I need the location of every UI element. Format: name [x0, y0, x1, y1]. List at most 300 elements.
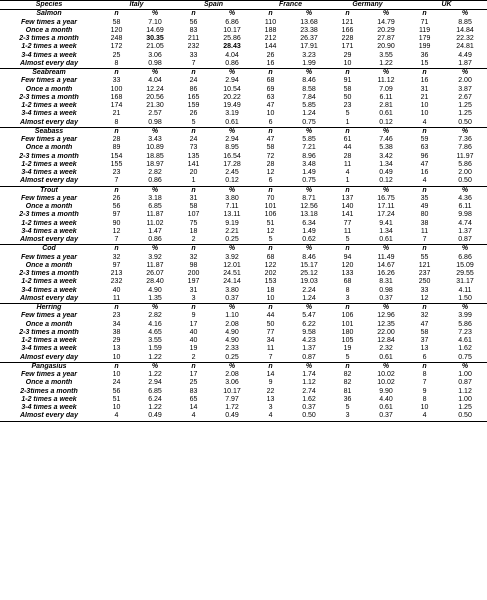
percent-cell: 0.75	[302, 118, 316, 126]
percent-cell: 8.96	[302, 152, 316, 160]
percent-cell: 3.92	[225, 253, 239, 261]
percent-cell: 6.11	[379, 93, 393, 101]
count-cell: 212	[264, 35, 277, 43]
percent-cell: 7.36	[458, 136, 472, 144]
table-row	[0, 169, 487, 177]
count-cell: 32	[189, 253, 198, 261]
table-row	[0, 354, 487, 363]
count-cell: 228	[341, 35, 354, 43]
count-cell: 70	[266, 194, 275, 202]
count-cell: 179	[418, 35, 431, 43]
percent-column-label: %	[366, 69, 406, 78]
count-cell: 4	[345, 169, 350, 177]
count-cell: 71	[420, 18, 429, 26]
table-row	[0, 321, 487, 329]
species-name: Seabream	[0, 69, 98, 78]
count-cell: 50	[266, 320, 275, 328]
count-cell: 120	[341, 261, 354, 269]
count-cell: 12	[112, 227, 121, 235]
frequency-label: Almost every day	[20, 59, 78, 67]
percent-cell: 0.62	[302, 236, 316, 244]
percent-cell: 26.37	[300, 35, 318, 43]
percent-cell: 1.25	[458, 102, 472, 110]
count-cell: 5	[191, 118, 196, 126]
percent-column-label: %	[135, 69, 175, 78]
percent-cell: 10.17	[223, 387, 241, 395]
count-cell: 69	[266, 85, 275, 93]
count-cell: 133	[341, 270, 354, 278]
count-cell: 9	[268, 379, 273, 387]
percent-column-label: %	[289, 10, 329, 19]
count-cell: 5	[345, 110, 350, 118]
percent-cell: 12.84	[377, 337, 395, 345]
percent-column-label: %	[366, 10, 406, 19]
count-cell: 77	[266, 328, 275, 336]
n-column-label: n	[406, 10, 443, 19]
count-cell: 82	[343, 371, 352, 379]
country-header-row	[0, 1, 487, 10]
species-name: Pangasius	[0, 362, 98, 371]
count-cell: 144	[264, 43, 277, 51]
percent-cell: 28.40	[146, 278, 164, 286]
n-column-label: n	[252, 69, 289, 78]
percent-cell: 14.79	[377, 18, 395, 26]
count-cell: 174	[110, 102, 123, 110]
frequency-label: 2-3 times a month	[19, 270, 79, 278]
percent-cell: 0.25	[225, 236, 239, 244]
count-cell: 1	[345, 177, 350, 185]
count-cell: 44	[343, 144, 352, 152]
count-cell: 94	[343, 253, 352, 261]
table-row	[0, 270, 487, 278]
percent-cell: 4.16	[148, 320, 162, 328]
n-column-label: n	[329, 69, 366, 78]
count-cell: 68	[343, 278, 352, 286]
percent-cell: 12.24	[146, 85, 164, 93]
table-row	[0, 86, 487, 94]
count-cell: 200	[187, 270, 200, 278]
percent-cell: 2.82	[148, 169, 162, 177]
percent-cell: 1.24	[302, 110, 316, 118]
frequency-label: Once a month	[25, 320, 73, 328]
percent-cell: 24.81	[456, 43, 474, 51]
count-cell: 15	[420, 59, 429, 67]
frequency-label: Few times a year	[20, 371, 78, 379]
percent-cell: 4.65	[148, 328, 162, 336]
table-row	[0, 60, 487, 69]
percent-cell: 1.10	[225, 312, 239, 320]
percent-cell: 2.94	[225, 136, 239, 144]
count-cell: 106	[341, 312, 354, 320]
percent-column-label: %	[289, 186, 329, 195]
count-cell: 16	[420, 169, 429, 177]
count-cell: 3	[191, 294, 196, 302]
count-cell: 168	[110, 93, 123, 101]
percent-cell: 5.85	[302, 102, 316, 110]
count-cell: 120	[110, 26, 123, 34]
frequency-label: 1-2 times a week	[21, 43, 77, 51]
count-cell: 98	[189, 261, 198, 269]
count-cell: 13	[420, 345, 429, 353]
percent-column-label: %	[212, 10, 252, 19]
count-cell: 35	[420, 194, 429, 202]
count-cell: 28	[112, 136, 121, 144]
count-cell: 107	[187, 211, 200, 219]
count-cell: 166	[341, 26, 354, 34]
percent-cell: 10.02	[377, 371, 395, 379]
count-cell: 51	[266, 219, 275, 227]
percent-cell: 10.89	[146, 144, 164, 152]
percent-cell: 1.99	[302, 59, 316, 67]
percent-cell: 6.24	[148, 395, 162, 403]
percent-cell: 4.90	[225, 337, 239, 345]
percent-column-label: %	[135, 304, 175, 313]
frequency-label: 2-3 times a month	[19, 93, 79, 101]
percent-cell: 4.49	[458, 51, 472, 59]
percent-cell: 0.49	[135, 412, 175, 421]
percent-cell: 28.43	[223, 43, 241, 51]
percent-cell: 25.12	[300, 270, 318, 278]
percent-cell: 8.46	[302, 77, 316, 85]
count-cell: 28	[343, 152, 352, 160]
count-cell: 68	[266, 77, 275, 85]
count-cell: 17	[189, 371, 198, 379]
percent-column-label: %	[289, 362, 329, 371]
count-cell: 10	[343, 59, 352, 67]
frequency-label: Few times a year	[20, 194, 78, 202]
species-group-header	[0, 127, 487, 136]
count-cell: 18	[266, 286, 275, 294]
n-column-label: n	[175, 362, 212, 371]
count-cell: 11	[420, 227, 429, 235]
percent-cell: 0.98	[148, 118, 162, 126]
percent-cell: 2.81	[379, 102, 393, 110]
count-cell: 10	[420, 404, 429, 412]
percent-cell: 20.22	[223, 93, 241, 101]
n-column-label: n	[252, 186, 289, 195]
percent-cell: 7.23	[458, 328, 472, 336]
percent-cell: 6.22	[302, 320, 316, 328]
count-cell: 28	[266, 160, 275, 168]
percent-cell: 3.23	[302, 51, 316, 59]
percent-cell: 10.17	[223, 26, 241, 34]
frequency-label: 3-4 times a week	[21, 51, 77, 59]
table-row	[0, 94, 487, 102]
count-cell: 141	[341, 211, 354, 219]
count-cell: 19	[343, 345, 352, 353]
percent-cell: 25.86	[223, 35, 241, 43]
species-name: Herring	[0, 304, 98, 313]
n-column-label: n	[98, 304, 135, 313]
percent-column-label: %	[443, 127, 487, 136]
frequency-label: 2-3times a month	[20, 387, 78, 395]
species-group-header	[0, 10, 487, 19]
count-cell: 180	[341, 328, 354, 336]
table-row	[0, 228, 487, 236]
frequency-label: Almost every day	[0, 412, 98, 421]
species-group-header	[0, 186, 487, 195]
count-cell: 40	[189, 337, 198, 345]
count-cell: 135	[187, 152, 200, 160]
percent-cell: 26.07	[146, 270, 164, 278]
percent-cell: 4.61	[458, 337, 472, 345]
count-cell: 4	[422, 177, 427, 185]
percent-cell: 0.50	[458, 118, 472, 126]
table-row	[0, 404, 487, 412]
count-cell: 105	[341, 337, 354, 345]
percent-cell: 0.12	[379, 177, 393, 185]
species-group-header	[0, 69, 487, 78]
count-cell: 1	[345, 118, 350, 126]
count-cell: 121	[418, 261, 431, 269]
percent-cell: 0.86	[148, 177, 162, 185]
n-column-label: n	[406, 69, 443, 78]
percent-cell: 8.58	[302, 85, 316, 93]
percent-cell: 12.96	[377, 312, 395, 320]
count-cell: 17	[189, 320, 198, 328]
count-cell: 59	[420, 136, 429, 144]
table-row	[0, 295, 487, 304]
n-column-label: n	[252, 10, 289, 19]
percent-cell: 12.35	[377, 320, 395, 328]
percent-cell: 0.61	[379, 404, 393, 412]
count-cell: 73	[189, 144, 198, 152]
count-cell: 24	[189, 136, 198, 144]
count-cell: 75	[189, 219, 198, 227]
count-cell: 91	[343, 77, 352, 85]
count-cell: 58	[343, 85, 352, 93]
percent-cell: 1.87	[458, 59, 472, 67]
table-row	[0, 19, 487, 27]
percent-cell: 2.57	[148, 110, 162, 118]
percent-cell: 17.91	[300, 43, 318, 51]
count-cell: 77	[343, 219, 352, 227]
count-cell: 140	[341, 203, 354, 211]
count-cell: 21	[112, 110, 121, 118]
table-row	[0, 388, 487, 396]
table-row	[0, 345, 487, 353]
count-cell: 68	[266, 253, 275, 261]
n-column-label: n	[98, 186, 135, 195]
count-cell: 37	[420, 337, 429, 345]
percent-cell: 2.45	[225, 169, 239, 177]
percent-cell: 3.99	[458, 312, 472, 320]
percent-column-label: %	[212, 186, 252, 195]
count-cell: 4	[406, 412, 443, 421]
percent-cell: 1.49	[302, 227, 316, 235]
n-column-label: n	[98, 127, 135, 136]
count-cell: 16	[420, 77, 429, 85]
percent-cell: 0.50	[443, 412, 487, 421]
percent-cell: 3.87	[458, 85, 472, 93]
count-cell: 12	[266, 227, 275, 235]
table-row	[0, 136, 487, 144]
n-column-label: n	[98, 10, 135, 19]
count-cell: 8	[345, 286, 350, 294]
count-cell: 25	[112, 51, 121, 59]
percent-cell: 24.51	[223, 270, 241, 278]
frequency-label: Once a month	[25, 203, 73, 211]
percent-cell: 11.02	[146, 219, 164, 227]
frequency-label: 3-4 times a week	[21, 345, 77, 353]
percent-column-label: %	[443, 186, 487, 195]
percent-cell: 4.23	[302, 337, 316, 345]
n-column-label: n	[98, 69, 135, 78]
percent-cell: 5.38	[379, 144, 393, 152]
n-column-label: n	[406, 245, 443, 254]
percent-cell: 23.38	[300, 26, 318, 34]
percent-cell: 3.43	[148, 136, 162, 144]
count-cell: 31	[189, 194, 198, 202]
count-cell: 2	[191, 353, 196, 361]
percent-cell: 18.97	[146, 160, 164, 168]
percent-cell: 0.98	[379, 286, 393, 294]
frequency-label: Few times a year	[20, 136, 78, 144]
percent-cell: 1.22	[379, 59, 393, 67]
percent-cell: 1.47	[148, 227, 162, 235]
frequency-label: 1-2 times a week	[21, 160, 77, 168]
count-cell: 202	[264, 270, 277, 278]
percent-cell: 3.18	[148, 194, 162, 202]
count-cell: 58	[266, 144, 275, 152]
percent-cell: 3.48	[302, 160, 316, 168]
count-cell: 172	[110, 43, 123, 51]
count-cell: 18	[189, 227, 198, 235]
percent-cell: 9.90	[379, 387, 393, 395]
count-cell: 38	[420, 219, 429, 227]
count-cell: 23	[112, 312, 121, 320]
percent-cell: 3.80	[225, 286, 239, 294]
percent-cell: 0.37	[302, 404, 316, 412]
frequency-label: Almost every day	[20, 236, 78, 244]
count-cell: 10	[266, 294, 275, 302]
frequency-label: 2-3 times a month	[19, 328, 79, 336]
count-cell: 58	[420, 328, 429, 336]
percent-cell: 21.30	[146, 102, 164, 110]
percent-cell: 4.11	[458, 286, 472, 294]
count-cell: 248	[110, 35, 123, 43]
count-cell: 40	[189, 328, 198, 336]
count-cell: 8	[422, 371, 427, 379]
n-column-label: n	[329, 10, 366, 19]
count-cell: 2	[191, 236, 196, 244]
n-column-label: n	[98, 362, 135, 371]
percent-cell: 8.85	[458, 18, 472, 26]
table-row	[0, 220, 487, 228]
percent-cell: 0.86	[148, 236, 162, 244]
percent-cell: 7.11	[225, 203, 239, 211]
count-cell: 137	[341, 194, 354, 202]
count-cell: 121	[341, 18, 354, 26]
n-column-label: n	[329, 304, 366, 313]
percent-cell: 6.85	[148, 387, 162, 395]
frequency-label: Almost every day	[20, 353, 78, 361]
count-cell: 250	[418, 278, 431, 286]
count-cell: 29	[343, 51, 352, 59]
percent-cell: 2.67	[458, 93, 472, 101]
count-cell: 154	[110, 152, 123, 160]
count-cell: 63	[420, 144, 429, 152]
percent-cell: 9.41	[379, 219, 393, 227]
count-cell: 29	[112, 337, 121, 345]
percent-cell: 6.86	[225, 18, 239, 26]
count-cell: 55	[420, 253, 429, 261]
count-cell: 7	[114, 177, 119, 185]
count-cell: 7	[191, 59, 196, 67]
percent-cell: 17.28	[223, 160, 241, 168]
table-row	[0, 203, 487, 211]
count-cell: 26	[266, 51, 275, 59]
percent-cell: 9.98	[458, 211, 472, 219]
count-cell: 7	[268, 353, 273, 361]
percent-cell: 8.31	[379, 278, 393, 286]
frequency-label: 1-2 times a week	[21, 102, 77, 110]
percent-cell: 8.46	[302, 253, 316, 261]
count-cell: 6	[268, 118, 273, 126]
count-cell: 63	[266, 93, 275, 101]
percent-cell: 19.49	[223, 102, 241, 110]
frequency-label: Once a month	[25, 85, 73, 93]
count-cell: 4	[98, 412, 135, 421]
n-column-label: n	[406, 127, 443, 136]
count-cell: 155	[110, 160, 123, 168]
percent-column-label: %	[135, 127, 175, 136]
n-column-label: n	[175, 10, 212, 19]
percent-cell: 14.69	[146, 26, 164, 34]
percent-cell: 21.05	[146, 43, 164, 51]
percent-cell: 27.87	[377, 35, 395, 43]
percent-column-label: %	[443, 69, 487, 78]
count-cell: 10	[420, 110, 429, 118]
percent-cell: 14.84	[456, 26, 474, 34]
count-cell: 153	[264, 278, 277, 286]
frequency-label: 1-2 times a week	[21, 337, 77, 345]
count-cell: 33	[420, 286, 429, 294]
percent-cell: 2.94	[225, 77, 239, 85]
count-cell: 14	[266, 371, 275, 379]
percent-cell: 3.42	[379, 152, 393, 160]
percent-cell: 31.17	[456, 278, 474, 286]
count-cell: 21	[420, 93, 429, 101]
table-row	[0, 119, 487, 128]
table-row	[0, 153, 487, 161]
table-row	[0, 27, 487, 35]
percent-cell: 4.04	[225, 51, 239, 59]
count-cell: 12	[420, 294, 429, 302]
table-row	[0, 287, 487, 295]
percent-cell: 0.50	[289, 412, 329, 421]
percent-column-label: %	[366, 127, 406, 136]
percent-cell: 1.62	[302, 395, 316, 403]
percent-cell: 7.46	[379, 136, 393, 144]
percent-cell: 0.75	[458, 353, 472, 361]
percent-cell: 0.98	[148, 59, 162, 67]
percent-column-label: %	[135, 186, 175, 195]
count-cell: 86	[189, 85, 198, 93]
percent-cell: 7.09	[379, 85, 393, 93]
count-cell: 58	[112, 18, 121, 26]
count-cell: 8	[422, 395, 427, 403]
table-row	[0, 211, 487, 219]
count-cell: 10	[266, 110, 275, 118]
percent-cell: 13.68	[300, 18, 318, 26]
percent-cell: 1.37	[458, 227, 472, 235]
percent-column-label: %	[289, 69, 329, 78]
count-cell: 38	[112, 328, 121, 336]
count-cell: 33	[112, 77, 121, 85]
count-cell: 7	[422, 379, 427, 387]
percent-cell: 2.24	[302, 286, 316, 294]
